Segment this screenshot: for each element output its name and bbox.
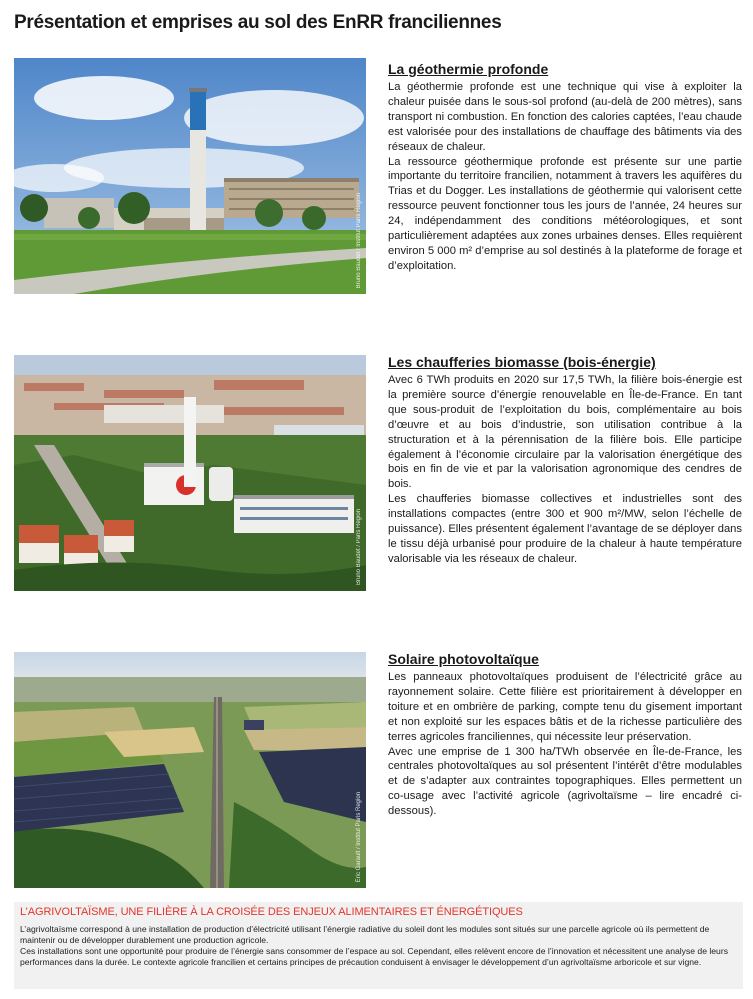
photo-credit: Bruno Baudet / Institut Paris Region — [356, 192, 362, 288]
section-geothermie — [388, 61, 742, 274]
section-paragraph: Avec 6 TWh produits en 2020 sur 17,5 TWh, la filière bois-énergie est la première source d’énergie renouvelable en Île-de-France. En tant que sous-produit de l’exploitation du bois, complémentaire au bois d’œuvre et au bois d’industrie, son utilisation contribue à la structuration et à la pérennisation de la filière bois. Elle participe également à l’économie circulaire par la valorisation énergétique des bois en fin de vie et par la valorisation agronomique des cendres de bois. — [388, 374, 742, 491]
section-heading: La géothermie profonde — [388, 61, 549, 77]
page-title: Présentation et emprises au sol des EnRR franciliennes — [14, 12, 502, 33]
section-solaire — [388, 651, 742, 819]
photo-credit: Éric Garault / Institut Paris Region — [356, 791, 362, 882]
photo-credit: Bruno Baudet / Paris Region — [356, 508, 362, 585]
section-biomasse — [388, 354, 742, 567]
biomass-photo — [14, 355, 366, 591]
section-paragraph: La géothermie profonde est une technique qui vise à exploiter la chaleur puisée dans le sous-sol profond (au-delà de 200 mètres), sans transport ni combustion. En fonction des calories captées, l’eau chaude est valorisée pour des installations de chauffage des bâtiments via des réseaux de chaleur. — [388, 81, 742, 153]
section-heading: Solaire photovoltaïque — [388, 651, 539, 667]
box-paragraph: Ces installations sont une opportunité pour produire de l’énergie sans consommer de l’espace au sol. Cependant, elles relèvent encore de l’innovation et nécessitent une analyse de leurs performances dans la durée. Le contexte agricole francilien et certains principes de précaution conduisent à envisager le développement d’un agrivoltaïsme arboricole et sur vigne. — [20, 946, 728, 967]
section-paragraph: Avec une emprise de 1 300 ha/TWh observée en Île-de-France, les centrales photovoltaïques au sol présentent l’intérêt d’être modulables et de s’adapter aux contraintes topographiques. Elles permettent un co-usage avec l’activité agricole (agrivoltaïsme – lire encadré ci-dessous). — [388, 745, 742, 818]
section-heading: Les chaufferies biomasse (bois-énergie) — [388, 354, 656, 370]
geothermal-photo — [14, 58, 366, 294]
solar-photo — [14, 652, 366, 888]
box-title: L’AGRIVOLTAÏSME, UNE FILIÈRE À LA CROISÉE DES ENJEUX ALIMENTAIRES ET ÉNERGÉTIQUES — [20, 906, 523, 918]
section-paragraph: Les panneaux photovoltaïques produisent de l’électricité grâce au rayonnement solaire. Cette filière est prioritairement à développer en toiture et en ombrière de parking, compte tenu du gisement important et non exploité sur les espaces bâtis et de la richesse particulière des terres agricoles franciliennes, qui nécessite leur préservation. — [388, 671, 742, 743]
box-paragraph: L’agrivoltaïsme correspond à une installation de production d’électricité utilisant l’énergie radiative du soleil dont les modules sont situés sur une parcelle agricole où ils permettent de maintenir ou de développer durablement une production agricole. — [20, 924, 710, 945]
agrivoltaisme-box — [14, 902, 743, 989]
section-paragraph: Les chaufferies biomasse collectives et industrielles sont des installations compactes (entre 300 et 900 m²/MW, selon l’échelle de puissance). Elles présentent également l’avantage de se déployer dans le tissu déjà urbanisé pour produire de la chaleur à haute température valorisable via les réseaux de chaleur. — [388, 493, 742, 565]
section-paragraph: La ressource géothermique profonde est présente sur une partie importante du territoire francilien, notamment à travers les aquifères du Trias et du Dogger. Les installations de géothermie qui valorisent cette ressource peuvent fonctionner tous les jours de l’année, 24 heures sur 24, indépendamment des conditions météorologiques, et sont particulièrement adaptées aux zones urbaines denses. Elles requièrent environ 5 000 m² d’emprise au sol destinés à la plateforme de forage et d’exploitation. — [388, 155, 742, 272]
